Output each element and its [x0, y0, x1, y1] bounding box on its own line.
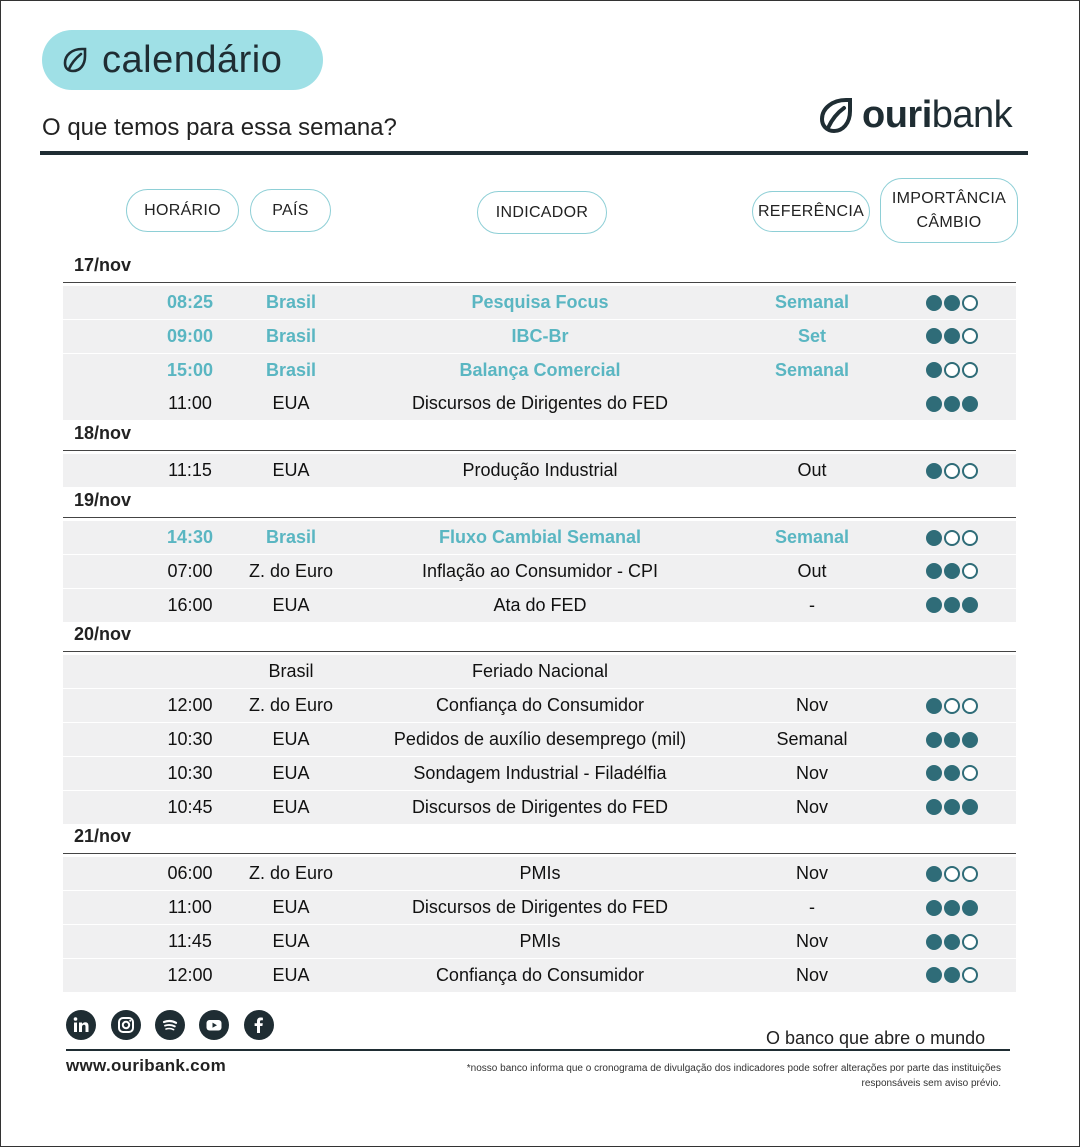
importance-dot-empty	[944, 362, 960, 378]
importance-dots	[926, 866, 978, 882]
importance-dot-filled	[944, 967, 960, 983]
importance-dot-filled	[926, 295, 942, 311]
importance-dot-empty	[962, 967, 978, 983]
importance-dot-filled	[944, 765, 960, 781]
cell-time: 10:30	[167, 729, 213, 749]
cell-reference: Nov	[795, 964, 828, 985]
importance-dots	[926, 900, 978, 916]
cell-reference	[752, 655, 872, 688]
importance-dots	[926, 597, 978, 613]
cell-importance	[912, 589, 992, 622]
importance-dots	[926, 967, 978, 983]
cell-time: 11:15	[168, 460, 212, 481]
column-header-time: HORÁRIO	[126, 189, 239, 232]
cell-time: 11:45	[168, 931, 212, 951]
table-row	[63, 891, 1016, 924]
cell-country: EUA	[272, 964, 310, 985]
cell-reference: Nov	[795, 796, 828, 817]
table-row	[63, 689, 1016, 722]
cell-reference: Nov	[795, 762, 828, 783]
cell-country: Brasil	[265, 359, 317, 380]
cell-indicator: PMIs	[519, 931, 561, 951]
importance-dots	[926, 799, 978, 815]
cell-time: 12:00	[167, 695, 213, 716]
importance-dot-filled	[926, 396, 942, 412]
youtube-icon[interactable]	[199, 1010, 229, 1040]
cell-country: Z. do Euro	[248, 560, 334, 581]
cell-country: Brasil	[268, 661, 314, 682]
leaf-icon	[58, 43, 92, 77]
importance-dot-empty	[962, 765, 978, 781]
importance-dots	[926, 328, 978, 344]
importance-dot-filled	[926, 900, 942, 916]
importance-dots	[926, 698, 978, 714]
cell-time: 14:30	[166, 527, 214, 547]
importance-dots	[926, 934, 978, 950]
importance-dot-filled	[926, 934, 942, 950]
cell-time: 08:25	[166, 292, 214, 312]
badge-title: calendário	[102, 38, 283, 81]
column-header-indicator: INDICADOR	[477, 191, 607, 234]
column-header-importance-line1: IMPORTÂNCIA	[891, 189, 1007, 207]
table-row	[63, 959, 1016, 992]
day-label: 20/nov	[74, 624, 132, 645]
cell-importance	[912, 286, 992, 319]
brand-name-regular: bank	[931, 94, 1013, 136]
importance-dot-filled	[944, 295, 960, 311]
cell-country: EUA	[272, 393, 310, 414]
importance-dots	[926, 396, 978, 412]
cell-importance	[912, 925, 992, 958]
cell-reference: Out	[797, 560, 827, 581]
cell-reference: Out	[797, 460, 827, 481]
cell-indicator: Confiança do Consumidor	[435, 964, 645, 985]
table-row	[63, 925, 1016, 958]
importance-dot-empty	[944, 530, 960, 546]
cell-importance	[912, 959, 992, 992]
cell-indicator: Produção Industrial	[462, 460, 618, 481]
day-label: 17/nov	[74, 255, 132, 275]
calendar-badge	[42, 30, 323, 90]
cell-country: EUA	[272, 897, 310, 918]
cell-importance	[912, 891, 992, 924]
importance-dot-filled	[944, 597, 960, 613]
footer-divider	[66, 1049, 1010, 1051]
cell-reference: Semanal	[776, 729, 848, 749]
table-row	[63, 521, 1016, 554]
importance-dot-filled	[926, 328, 942, 344]
importance-dot-filled	[944, 396, 960, 412]
day-label: 18/nov	[74, 423, 132, 444]
importance-dot-filled	[926, 698, 942, 714]
slogan: O banco que abre o mundo	[766, 1028, 986, 1048]
importance-dot-empty	[962, 563, 978, 579]
importance-dot-filled	[962, 900, 978, 916]
importance-dot-filled	[962, 799, 978, 815]
cell-indicator: Fluxo Cambial Semanal	[438, 527, 642, 547]
cell-indicator: Discursos de Dirigentes do FED	[411, 897, 669, 918]
cell-indicator: Pedidos de auxílio desemprego (mil)	[393, 729, 687, 749]
importance-dot-empty	[962, 463, 978, 479]
cell-indicator: Confiança do Consumidor	[435, 695, 645, 716]
day-divider	[63, 517, 1016, 518]
table-row	[63, 354, 1016, 387]
cell-reference: Semanal	[774, 359, 850, 380]
cell-time: 06:00	[167, 863, 213, 884]
cell-indicator: IBC-Br	[511, 325, 569, 346]
cell-indicator: Inflação ao Consumidor - CPI	[421, 560, 659, 581]
importance-dots	[926, 563, 978, 579]
facebook-icon[interactable]	[244, 1010, 274, 1040]
importance-dot-filled	[926, 463, 942, 479]
cell-country: Brasil	[265, 325, 317, 346]
cell-time: 10:45	[167, 796, 213, 817]
cell-time: 10:30	[167, 762, 213, 783]
table-row	[63, 655, 1016, 688]
day-divider	[63, 651, 1016, 652]
column-header-importance	[880, 178, 1018, 243]
cell-reference: -	[809, 897, 815, 918]
cell-time: 09:00	[166, 325, 214, 346]
cell-reference: Semanal	[774, 527, 850, 547]
importance-dot-empty	[962, 934, 978, 950]
linkedin-icon[interactable]	[66, 1010, 96, 1040]
cell-reference: Set	[797, 325, 826, 346]
importance-dot-filled	[944, 799, 960, 815]
importance-dot-filled	[926, 362, 942, 378]
importance-dot-filled	[926, 530, 942, 546]
cell-indicator: Ata do FED	[493, 594, 587, 615]
disclaimer	[360, 1062, 1001, 1091]
cell-importance	[912, 320, 992, 353]
disclaimer-line2: responsáveis sem aviso prévio.	[861, 1077, 1001, 1089]
cell-time: 15:00	[166, 359, 214, 380]
column-header-country: PAÍS	[250, 189, 331, 232]
cell-country: Z. do Euro	[248, 695, 334, 716]
column-header-reference: REFERÊNCIA	[752, 191, 870, 232]
importance-dot-filled	[944, 934, 960, 950]
importance-dots	[926, 362, 978, 378]
cell-indicator: Pesquisa Focus	[471, 292, 609, 312]
table-row	[63, 857, 1016, 890]
importance-dot-empty	[944, 463, 960, 479]
importance-dot-filled	[944, 563, 960, 579]
cell-importance	[912, 723, 992, 756]
importance-dot-empty	[962, 328, 978, 344]
table-row	[63, 320, 1016, 353]
cell-importance	[912, 689, 992, 722]
importance-dot-empty	[944, 866, 960, 882]
importance-dot-filled	[944, 900, 960, 916]
cell-reference: -	[809, 594, 815, 615]
cell-importance	[912, 454, 992, 487]
column-header-importance-line2: CÂMBIO	[916, 213, 982, 231]
table-row	[63, 589, 1016, 622]
cell-country: Brasil	[265, 292, 317, 312]
cell-importance	[912, 387, 992, 420]
cell-time: 11:00	[168, 897, 212, 918]
page-subtitle: O que temos para essa semana?	[42, 114, 397, 141]
cell-importance	[912, 655, 992, 688]
importance-dot-filled	[926, 732, 942, 748]
cell-time: 11:00	[168, 393, 212, 414]
cell-country: EUA	[272, 796, 310, 817]
cell-time: 16:00	[167, 594, 213, 615]
importance-dot-empty	[962, 530, 978, 546]
importance-dot-empty	[962, 295, 978, 311]
day-label: 19/nov	[74, 490, 132, 510]
cell-importance	[912, 354, 992, 387]
day-divider	[63, 282, 1016, 283]
brand-logo	[816, 94, 1012, 137]
day-divider	[63, 450, 1016, 451]
importance-dot-filled	[926, 765, 942, 781]
importance-dot-empty	[962, 362, 978, 378]
importance-dot-filled	[926, 597, 942, 613]
disclaimer-line1: *nosso banco informa que o cronograma de divulgação dos indicadores pode sofrer alterações por parte das instituições	[466, 1063, 1001, 1074]
importance-dot-filled	[944, 328, 960, 344]
cell-reference: Nov	[795, 931, 828, 951]
table-row	[63, 387, 1016, 420]
table-row	[63, 791, 1016, 824]
cell-country: Brasil	[265, 527, 317, 547]
cell-country: EUA	[272, 729, 310, 749]
cell-reference: Semanal	[774, 292, 850, 312]
importance-dot-filled	[926, 563, 942, 579]
cell-importance	[912, 555, 992, 588]
importance-dot-empty	[962, 866, 978, 882]
table-row	[63, 454, 1016, 487]
table-row	[63, 555, 1016, 588]
header-divider	[40, 151, 1028, 155]
importance-dots	[926, 732, 978, 748]
cell-reference: Nov	[795, 695, 828, 716]
brand-leaf-icon	[816, 95, 856, 137]
importance-dots	[926, 530, 978, 546]
cell-indicator: Discursos de Dirigentes do FED	[411, 393, 669, 414]
day-divider	[63, 853, 1016, 854]
importance-dot-filled	[944, 732, 960, 748]
cell-time: 12:00	[167, 964, 213, 985]
brand-name-bold: ouri	[862, 94, 932, 136]
spotify-icon[interactable]	[155, 1010, 185, 1040]
cell-time	[140, 655, 240, 688]
instagram-icon[interactable]	[111, 1010, 141, 1040]
importance-dot-filled	[926, 866, 942, 882]
importance-dot-empty	[944, 698, 960, 714]
cell-indicator: Discursos de Dirigentes do FED	[411, 796, 669, 817]
cell-indicator: PMIs	[519, 863, 561, 884]
cell-indicator: Sondagem Industrial - Filadélfia	[413, 762, 667, 783]
importance-dot-filled	[962, 732, 978, 748]
cell-country: EUA	[272, 931, 310, 951]
importance-dots	[926, 463, 978, 479]
cell-importance	[912, 521, 992, 554]
cell-reference	[752, 387, 872, 420]
cell-indicator: Balança Comercial	[459, 359, 621, 380]
importance-dot-empty	[962, 698, 978, 714]
cell-reference: Nov	[795, 863, 828, 884]
importance-dot-filled	[962, 396, 978, 412]
cell-country: EUA	[272, 762, 310, 783]
cell-importance	[912, 857, 992, 890]
importance-dot-filled	[962, 597, 978, 613]
cell-time: 07:00	[167, 560, 213, 581]
table-row	[63, 723, 1016, 756]
cell-country: EUA	[272, 460, 310, 481]
website-link[interactable]: www.ouribank.com	[66, 1056, 227, 1075]
table-row	[63, 757, 1016, 790]
importance-dots	[926, 765, 978, 781]
cell-importance	[912, 791, 992, 824]
cell-importance	[912, 757, 992, 790]
day-label: 21/nov	[74, 826, 132, 847]
cell-country: EUA	[272, 594, 310, 615]
importance-dots	[926, 295, 978, 311]
importance-dot-filled	[926, 967, 942, 983]
cell-indicator: Feriado Nacional	[471, 661, 609, 682]
importance-dot-filled	[926, 799, 942, 815]
cell-country: Z. do Euro	[248, 863, 334, 884]
table-row	[63, 286, 1016, 319]
